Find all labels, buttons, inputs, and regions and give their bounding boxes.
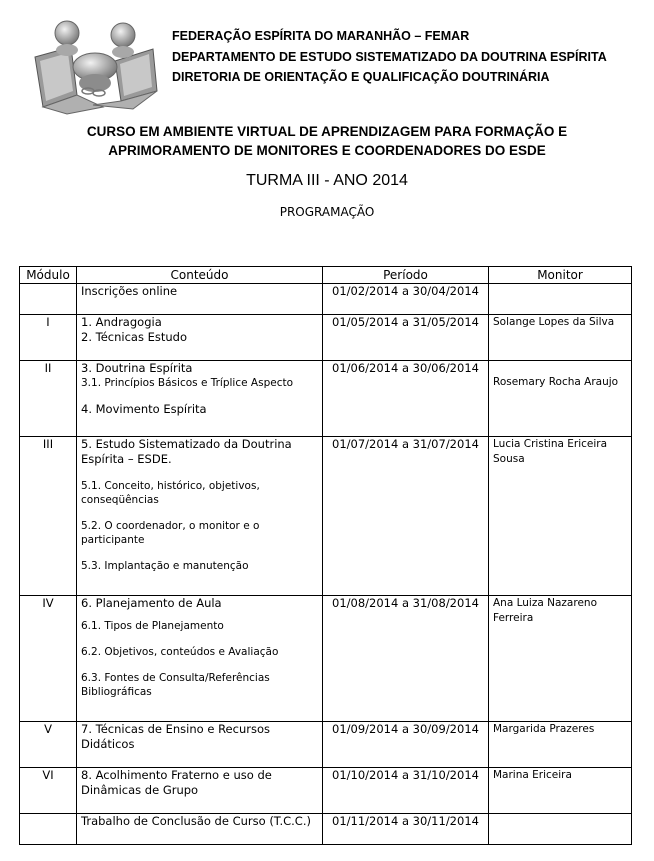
content-item: 3. Doutrina Espírita	[81, 361, 193, 375]
monitor-cell: Rosemary Rocha Araujo	[489, 361, 632, 437]
content-subitem: 3.1. Princípios Básicos e Tríplice Aspecto	[81, 377, 294, 389]
content-item: 1. Andragogia	[81, 315, 162, 329]
monitor-cell: Lucia Cristina Ericeira Sousa	[489, 437, 632, 596]
monitor-cell	[489, 284, 632, 315]
period-cell: 01/11/2014 a 30/11/2014	[323, 814, 489, 845]
institution-header	[172, 26, 607, 88]
header-periodo: Período	[323, 267, 489, 284]
content-cell	[77, 768, 323, 814]
module-cell: II	[20, 361, 77, 437]
content-cell	[77, 596, 323, 722]
section-title: PROGRAMAÇÃO	[279, 205, 375, 219]
content-cell	[77, 284, 323, 315]
content-subitem: 6.3. Fontes de Consulta/Referências Bibliográficas	[81, 672, 270, 698]
content-item: 8. Acolhimento Fraterno e uso de Dinâmicas de Grupo	[81, 768, 272, 797]
module-cell: V	[20, 722, 77, 768]
table-row	[20, 768, 632, 814]
period-cell: 01/09/2014 a 30/09/2014	[323, 722, 489, 768]
period-cell: 01/10/2014 a 31/10/2014	[323, 768, 489, 814]
module-cell: III	[20, 437, 77, 596]
course-title-line2: APRIMORAMENTO DE MONITORES E COORDENADORES DO ESDE	[108, 143, 546, 158]
content-subitem: 5.2. O coordenador, o monitor e o participante	[81, 520, 260, 546]
content-item: 4. Movimento Espírita	[81, 402, 207, 416]
module-cell: I	[20, 315, 77, 361]
content-cell	[77, 315, 323, 361]
table-row	[20, 284, 632, 315]
header-directorate: DIRETORIA DE ORIENTAÇÃO E QUALIFICAÇÃO DOUTRINÁRIA	[172, 70, 550, 84]
content-item: 2. Técnicas Estudo	[81, 330, 187, 344]
content-cell	[77, 361, 323, 437]
module-cell	[20, 814, 77, 845]
monitor-cell: Margarida Prazeres	[489, 722, 632, 768]
period-cell: 01/08/2014 a 31/08/2014	[323, 596, 489, 722]
period-cell: 01/05/2014 a 31/05/2014	[323, 315, 489, 361]
table-row	[20, 722, 632, 768]
period-cell: 01/07/2014 a 31/07/2014	[323, 437, 489, 596]
content-item: 5. Estudo Sistematizado da Doutrina Espírita – ESDE.	[81, 437, 292, 466]
content-cell	[77, 437, 323, 596]
module-cell: VI	[20, 768, 77, 814]
table-row	[20, 596, 632, 722]
content-subitem: 5.1. Conceito, histórico, objetivos, conseqüências	[81, 480, 260, 506]
content-item: Trabalho de Conclusão de Curso (T.C.C.)	[81, 814, 311, 828]
module-cell: IV	[20, 596, 77, 722]
period-cell: 01/02/2014 a 30/04/2014	[323, 284, 489, 315]
femar-logo-icon	[33, 17, 159, 115]
header-modulo: Módulo	[20, 267, 77, 284]
content-item: 6. Planejamento de Aula	[81, 596, 222, 610]
content-item: 7. Técnicas de Ensino e Recursos Didáticos	[81, 722, 270, 751]
table-header-row	[20, 267, 632, 284]
table-row	[20, 315, 632, 361]
monitor-cell: Solange Lopes da Silva	[489, 315, 632, 361]
table-row	[20, 814, 632, 845]
table-row	[20, 437, 632, 596]
monitor-cell: Marina Ericeira	[489, 768, 632, 814]
content-subitem: 6.1. Tipos de Planejamento	[81, 620, 224, 632]
course-title	[0, 122, 654, 160]
turma-label: TURMA III - ANO 2014	[246, 172, 408, 189]
header-monitor: Monitor	[489, 267, 632, 284]
header-department: DEPARTAMENTO DE ESTUDO SISTEMATIZADO DA DOUTRINA ESPÍRITA	[172, 49, 607, 64]
header-federation: FEDERAÇÃO ESPÍRITA DO MARANHÃO – FEMAR	[172, 29, 470, 43]
module-cell	[20, 284, 77, 315]
content-cell	[77, 814, 323, 845]
program-table	[19, 266, 632, 845]
monitor-cell: Ana Luiza Nazareno Ferreira	[489, 596, 632, 722]
content-cell	[77, 722, 323, 768]
period-cell: 01/06/2014 a 30/06/2014	[323, 361, 489, 437]
header-conteudo: Conteúdo	[77, 267, 323, 284]
course-title-line1: CURSO EM AMBIENTE VIRTUAL DE APRENDIZAGEM PARA FORMAÇÃO E	[86, 124, 568, 139]
table-row	[20, 361, 632, 437]
content-subitem: 6.2. Objetivos, conteúdos e Avaliação	[81, 646, 279, 658]
monitor-cell	[489, 814, 632, 845]
content-subitem: 5.3. Implantação e manutenção	[81, 560, 249, 572]
content-item: Inscrições online	[81, 284, 178, 298]
